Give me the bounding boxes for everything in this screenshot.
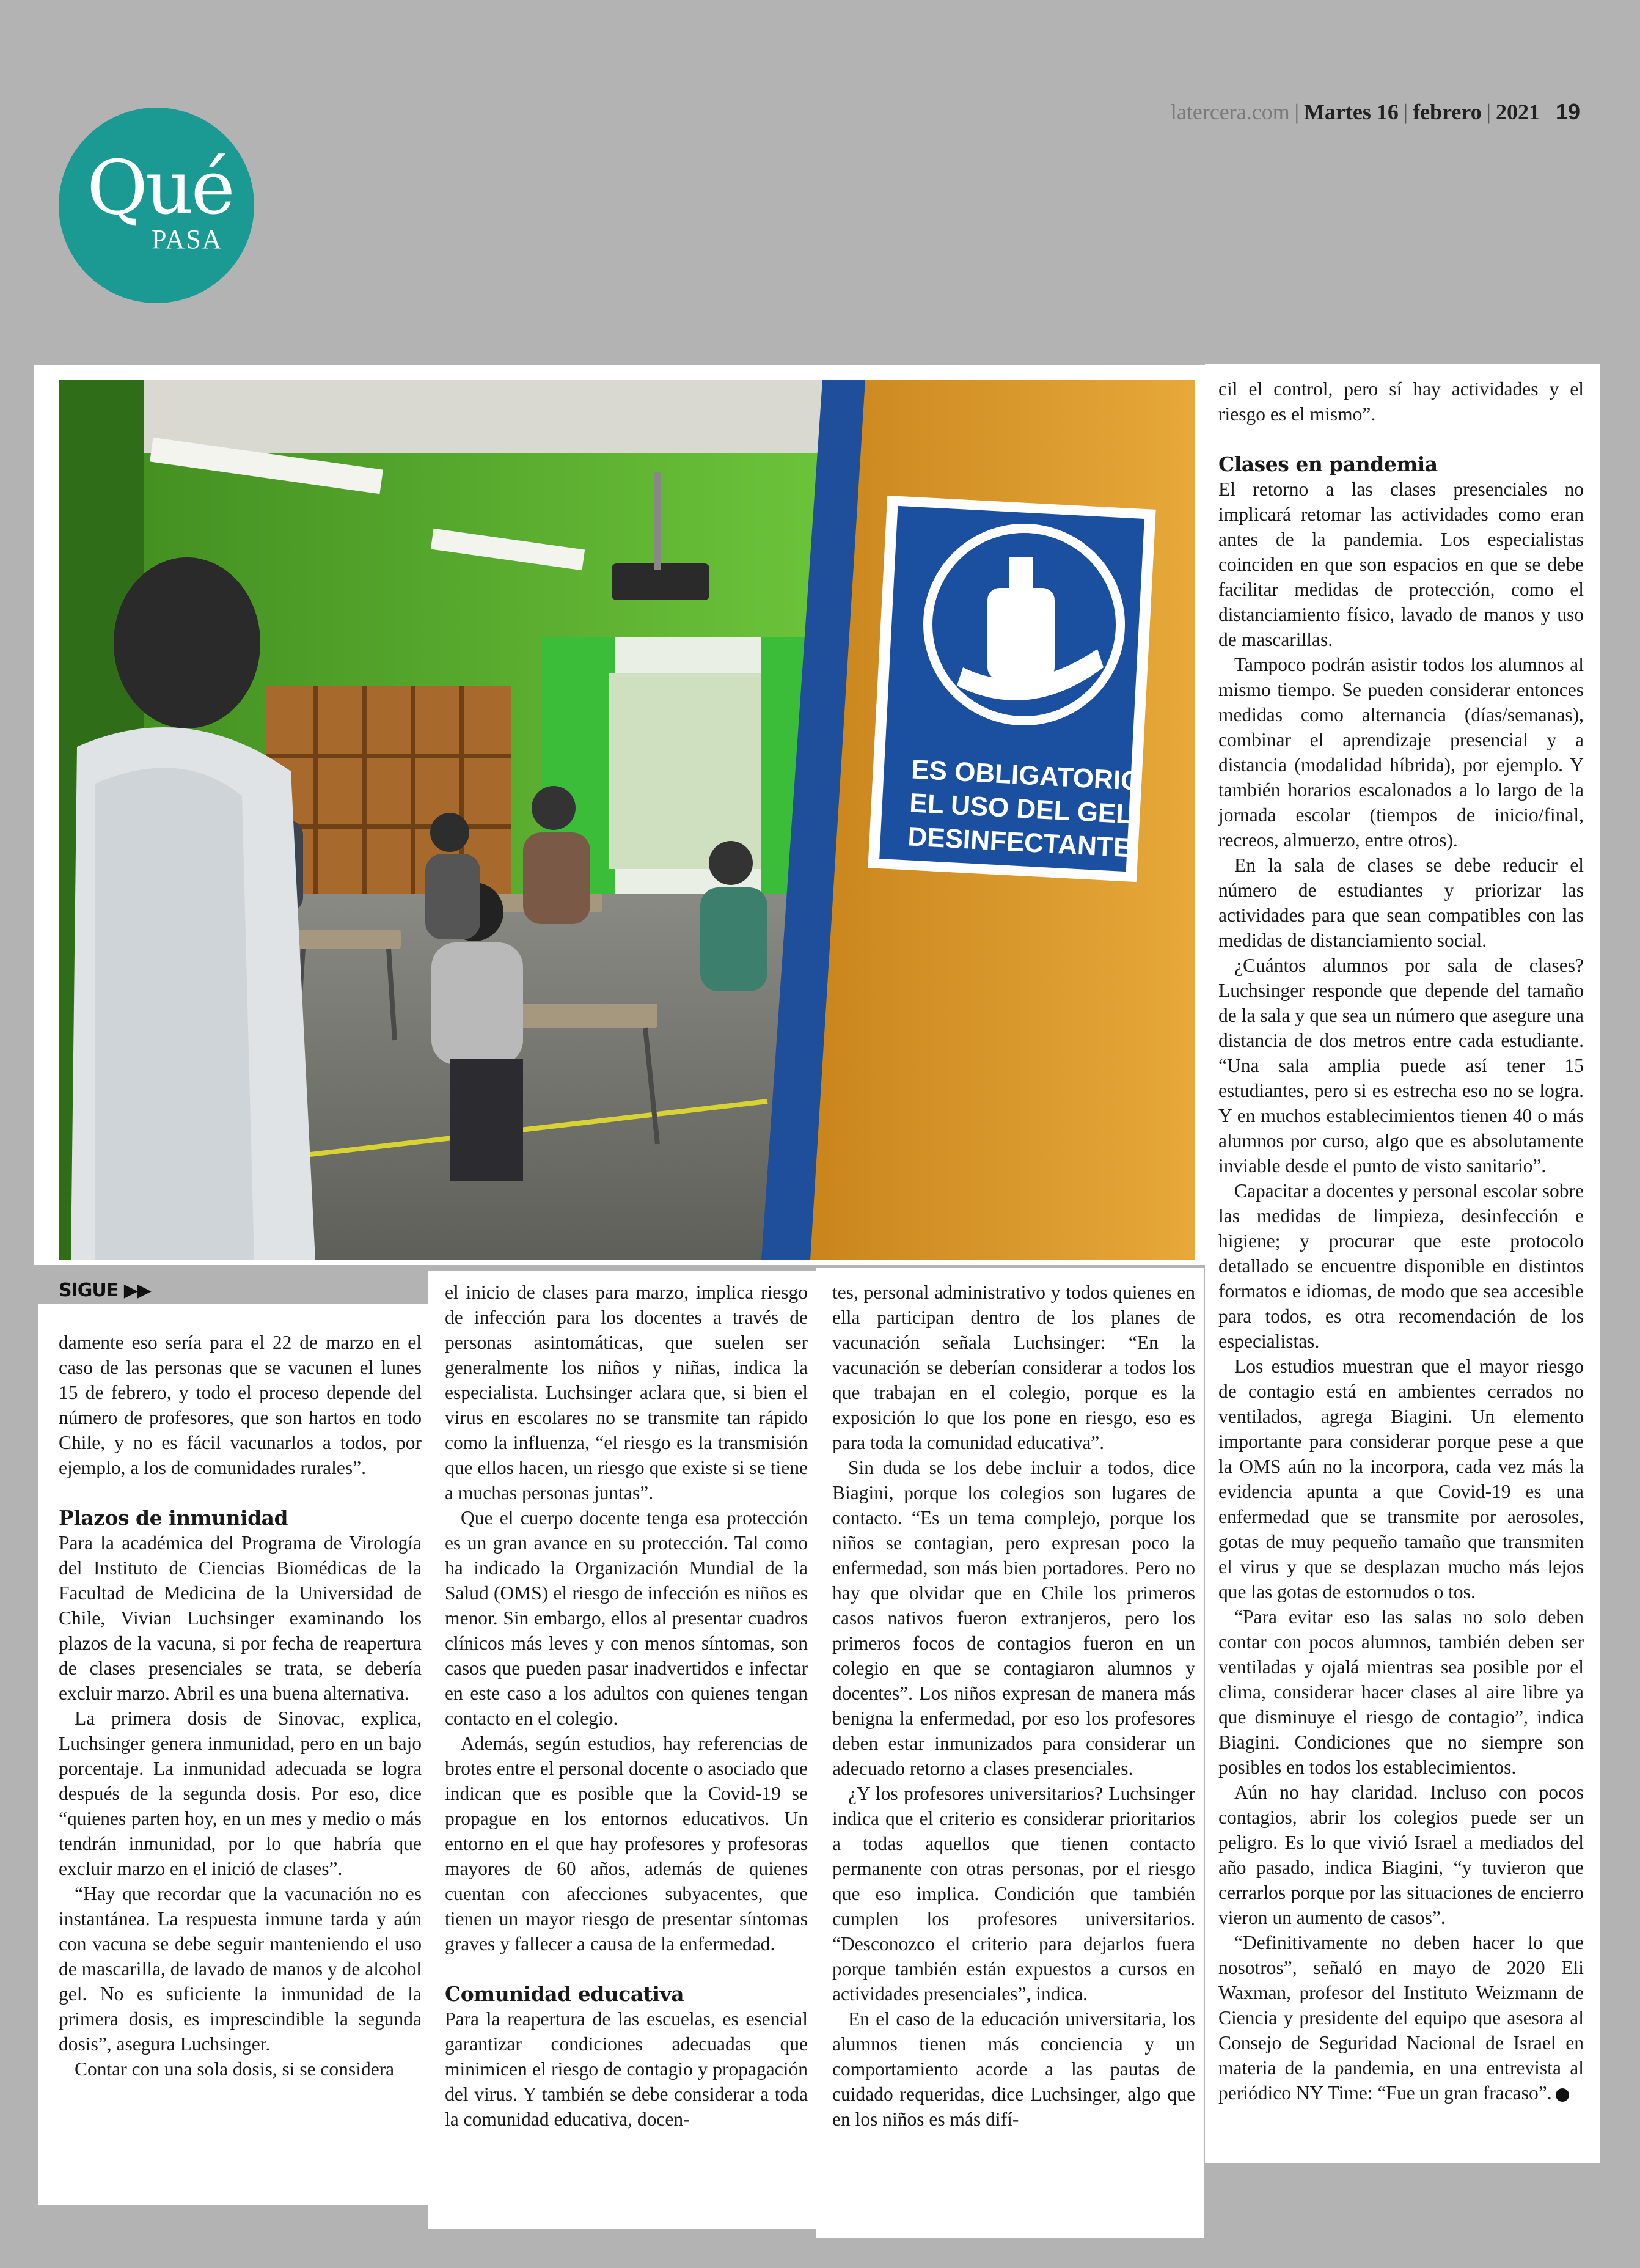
classroom-photo-illustration <box>59 380 1195 1260</box>
page-folio: latercera.com | Martes 16 | febrero | 2021 19 <box>1170 99 1580 124</box>
paragraph: En el caso de la educación universitaria, los alumnos tienen más conciencia y un comportamiento acorde a las pautas de cuidado requeridas, dice Luchsinger, algo que en los niños es más difí- <box>832 2008 1195 2130</box>
sign-line-1: ES OBLIGATORIO <box>910 754 1143 797</box>
sign-line-3: DESINFECTANTE <box>907 821 1132 864</box>
page-number: 19 <box>1555 99 1580 124</box>
article-column-1 <box>59 1330 422 2082</box>
paragraph: Capacitar a docentes y personal escolar sobre las medidas de limpieza, desinfección e higiene; y procurar que este protocolo detallado se encuentre disponible en distintos formatos e idiomas, de modo que sea accesible para todos, es otra recomendación de los especialistas. <box>1218 1180 1584 1352</box>
paragraph: Sin duda se los debe incluir a todos, dice Biagini, porque los colegios son lugares de contacto. “Es un tema complejo, porque los niños se contagian, pero expresan poco la enfermedad, son más bien portadores. Pero no hay que olvidar que en Chile los primeros casos nativos fueron extranjeros, pero los primeros focos de contagios fueron en un colegio en que se contagiaron alumnos y docentes”. Los niños expresan de manera más benigna la enfermedad, por eso los profesores deben estar inmunizados para considerar un adecuado retorno a clases presenciales. <box>832 1457 1195 1779</box>
paragraph: Además, según estudios, hay referencias de brotes entre el personal docente o asociado que indican que es posible que la Covid-19 se propague en los entornos educativos. Un entorno en el que hay profesores y profesoras mayores de 60 años, además de quienes cuentan con afecciones subyacentes, que tienen un mayor riesgo de presentar síntomas graves y fallecer a causa de la enfermedad. <box>445 1733 808 1954</box>
article-column-2 <box>445 1280 808 2132</box>
site-name: latercera.com <box>1170 100 1290 124</box>
logo-sub-text: PASA <box>152 224 223 254</box>
paragraph: “Hay que recordar que la vacunación no es instantánea. La respuesta inmune tarda y aún con vacuna se debe seguir manteniendo el uso de mascarilla, de lavado de manos y de alcohol gel. No es suficiente la inmunidad de la primera dosis, es imprescindible la segunda dosis”, asegura Luchsinger. <box>59 1883 422 2055</box>
end-mark-icon <box>1556 2088 1569 2102</box>
folio-month: febrero <box>1413 100 1482 124</box>
paragraph: “Para evitar eso las salas no solo deben contar con pocos alumnos, también deben ser ventiladas y ojalá mientras sea posible por el clima, considerar hacer clases al aire libre ya que disminuye el riesgo de contagio”, indica Biagini. Condiciones que no siempre son posibles en todos los establecimientos. <box>1218 1606 1584 1778</box>
paragraph-final <box>1218 1930 1584 2105</box>
folio-year: 2021 <box>1495 100 1540 124</box>
paragraph: cil el control, pero sí hay actividades y el riesgo es el mismo”. <box>1218 378 1584 425</box>
article-column-4 <box>1218 376 1584 2105</box>
paragraph: El retorno a las clases presenciales no implicará retomar las actividades como eran antes de la pandemia. Los especialistas coinciden en que son espacios en que se debe facilitar medidas de protección, como el distanciamiento físico, lavado de manos y uso de mascarillas. <box>1218 479 1584 650</box>
paragraph: La primera dosis de Sinovac, explica, Luchsinger genera inmunidad, pero en un bajo porcentaje. La inmunidad adecuada se logra después de la segunda dosis. Por eso, dice “quienes parten hoy, en un mes y medio o más tendrán inmunidad, por lo que habría que excluir marzo en el inició de clases”. <box>59 1708 422 1879</box>
paragraph: tes, personal administrativo y todos quienes en ella participan dentro de los planes de vacunación señala Luchsinger: “En la vacunación se deberían considerar a todos los que trabajan en el colegio, porque es la exposición lo que los pone en riesgo, eso es para toda la comunidad educativa”. <box>832 1282 1195 1453</box>
paragraph: ¿Y los profesores universitarios? Luchsinger indica que el criterio es considerar prioritarios a todas aquellos que tienen contacto permanente con otras personas, por el riesgo que eso implica. Condición que también cumplen los profesores universitarios. “Desconozco el criterio para dejarlos fuera porque también están expuestos a cursos en actividades presenciales”, indica. <box>832 1783 1195 2005</box>
paragraph: Para la reapertura de las escuelas, es esencial garantizar condiciones adecuadas que minimicen el riesgo de contagio y propagación del virus. Y también se debe considerar a toda la comunidad educativa, docen- <box>445 2008 808 2130</box>
paragraph: Para la académica del Programa de Virología del Instituto de Ciencias Biomédicas de la Facultad de Medicina de la Universidad de Chile, Vivian Luchsinger examinando los plazos de la vacuna, si por fecha de reapertura de clases presenciales se trata, se debería excluir marzo. Abril es una buena alternativa. <box>59 1532 422 1704</box>
sign-line-2: EL USO DEL GEL <box>909 788 1133 830</box>
sigue-label: SIGUE ▶▶ <box>59 1280 151 1301</box>
paragraph: Contar con una sola dosis, si se considera <box>75 2058 395 2080</box>
classroom-photo <box>59 380 1195 1260</box>
paragraph: el inicio de clases para marzo, implica riesgo de infección para los docentes a través de personas asintomáticas, que suelen ser generalmente los niños y niñas, indica la especialista. Luchsinger aclara que, si bien el virus en escolares no se transmite tan rápido como la influenza, “el riesgo es la transmisión que ellos hacen, un riesgo que existe si se tiene a muchas personas juntas”. <box>445 1282 808 1503</box>
folio-day: Martes 16 <box>1303 100 1399 124</box>
subheading-clases: Clases en pandemia <box>1218 452 1438 476</box>
paragraph: En la sala de clases se debe reducir el número de estudiantes y priorizar las actividades para que sean compatibles con las medidas de distanciamiento social. <box>1218 854 1584 951</box>
paragraph: damente eso sería para el 22 de marzo en el caso de las personas que se vacunen el lunes 15 de febrero, y todo el proceso depende del número de profesores, que son hartos en todo Chile, y no es fácil vacunarlos a todos, por ejemplo, a los de comunidades rurales”. <box>59 1332 422 1478</box>
gel-sign <box>868 496 1155 882</box>
paragraph: Aún no hay claridad. Incluso con pocos contagios, abrir los colegios puede ser un peligro. Es lo que vivió Israel a mediados del año pasado, indica Biagini, “y tuvieron que cerrarlos porque por las situaciones de encierro vieron un aumento de casos”. <box>1218 1782 1584 1928</box>
paragraph: Que el cuerpo docente tenga esa protección es un gran avance en su protección. Tal como ha indicado la Organización Mundial de la Salud (OMS) el riesgo de infección es niños es menor. Sin embargo, ellos al presentar cuadros clínicos más leves y con menos síntomas, son casos que pueden pasar inadvertidos e infectar en este caso a los adultos con quienes tengan contacto en el colegio. <box>445 1507 808 1729</box>
final-text: “Definitivamente no deben hacer lo que nosotros”, señaló en mayo de 2020 Eli Waxman, profesor del Instituto Weizmann de Ciencia y presidente del equipo que asesora al Consejo de Seguridad Nacional de Israel en materia de la pandemia, en una entrevista al periódico NY Time: “Fue un gran fracaso”. <box>1218 1932 1584 2104</box>
subheading-comunidad: Comunidad educativa <box>445 1982 684 2006</box>
article-column-3 <box>832 1280 1195 2132</box>
paragraph: Los estudios muestran que el mayor riesgo de contagio está en ambientes cerrados no ventilados, agrega Biagini. Un elemento importante para considerar porque pese a que la OMS aún no la incorpora, cada vez más la evidencia apunta a que Covid-19 es una enfermedad que se transmite por aerosoles, gotas de muy pequeño tamaño que transmiten el virus y que se desplazan mucho más lejos que las gotas de estornudos o tos. <box>1218 1356 1584 1602</box>
paragraph: ¿Cuántos alumnos por sala de clases? Luchsinger responde que depende del tamaño de la sala y que sea un número que asegure una distancia de dos metros entre cada estudiante. “Una sala amplia puede así tener 15 estudiantes, pero si es estrecha eso no se logra. Y en muchos establecimientos tienen 40 o más alumnos por curso, algo que es absolutamente inviable desde el punto de visto sanitario”. <box>1218 955 1584 1176</box>
subheading-plazos: Plazos de inmunidad <box>59 1506 288 1530</box>
que-pasa-logo <box>59 108 254 303</box>
logo-main-text: Qué <box>87 144 233 231</box>
paragraph: Tampoco podrán asistir todos los alumnos al mismo tiempo. Se pueden considerar entonces medidas como alternancia (días/semanas), combinar el aprendizaje presencial y a distancia (modalidad híbrida), por ejemplo. Y también horarios escalonados a lo largo de la jornada escolar (tiempos de inicio/final, recreos, almuerzo, entre otros). <box>1218 654 1584 851</box>
